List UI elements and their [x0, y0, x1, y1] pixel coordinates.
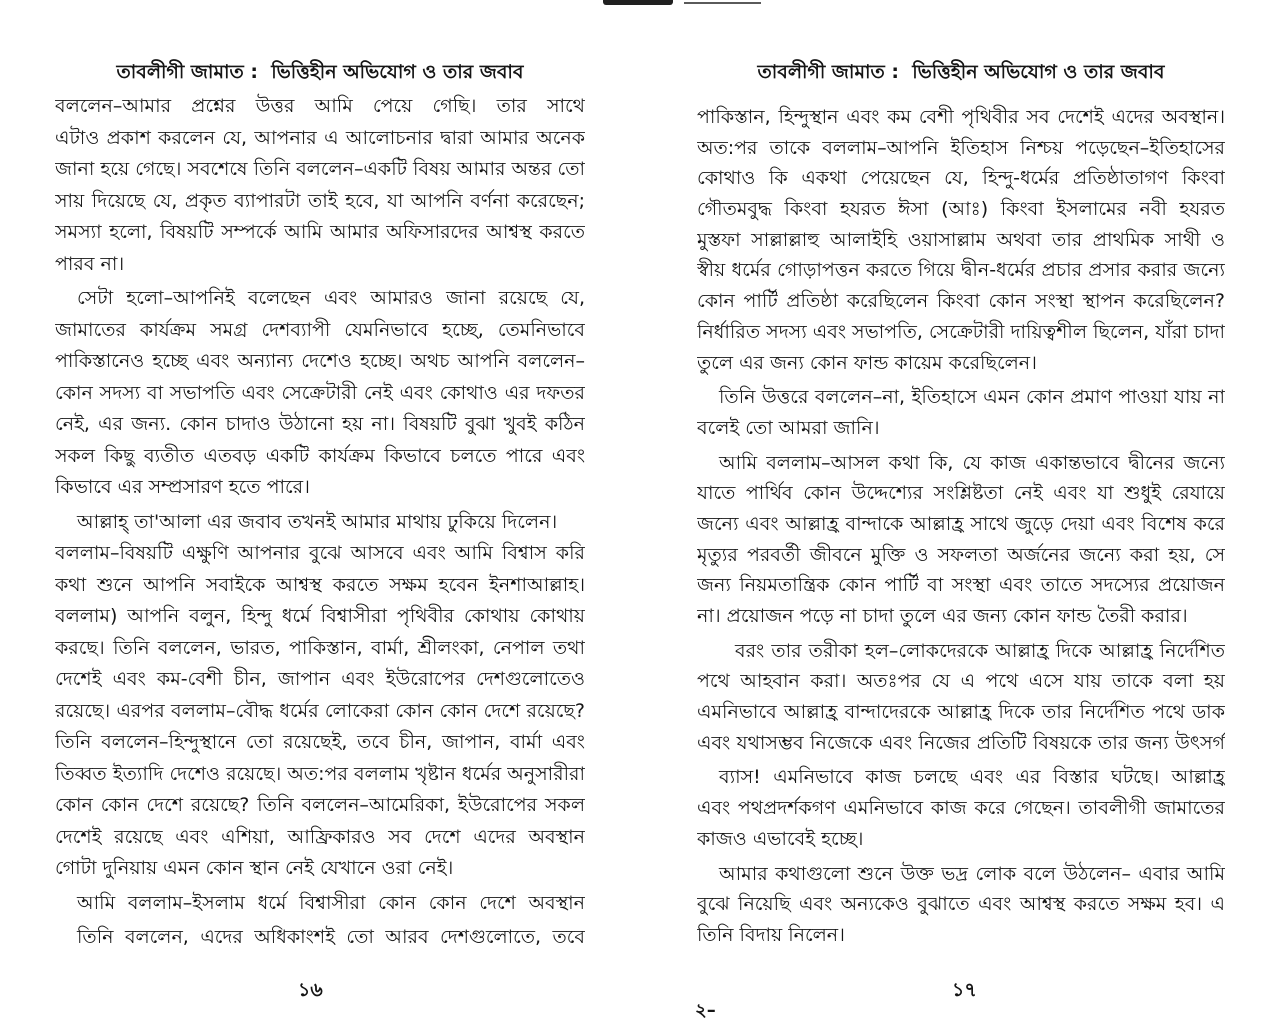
- left-page: [55, 0, 585, 1025]
- paragraph: [55, 507, 585, 885]
- right-page: [697, 0, 1225, 1025]
- text-line: অত:পর তাকে বললাম–আপনি ইতিহাস নিশ্চয় পড়েছেন–ইতিহাসের: [697, 136, 1225, 159]
- text-line: বরং তার তরীকা হল–লোকদেরকে আল্লাহ্র দিকে আল্লাহ্র নির্দেশিত: [735, 639, 1225, 662]
- text-line: ব্যাস! এমনিভাবে কাজ চলছে এবং এর বিস্তার ঘটছে। আল্লাহ্র: [719, 766, 1225, 789]
- text-line: বললাম) আপনি বলুন, হিন্দু ধর্মে বিশ্বাসীরা পৃথিবীর কোথায় কোথায়: [55, 605, 585, 627]
- text-line: পাকিস্তানেও হচ্ছে এবং অন্যান্য দেশেও হচ্ছে। অথচ আপনি বললেন–: [55, 350, 585, 372]
- text-line: গোটা দুনিয়ায় এমন কোন স্থান নেই যেখানে ওরা নেই।: [55, 857, 454, 879]
- text-line: বুঝে নিয়েছি এবং অন্যকেও বুঝাতে এবং আশ্বস্থ করতে সক্ষম হব। এ: [697, 893, 1225, 916]
- text-line: সকল কিছু ব্যতীত এতবড় একটি কার্যক্রম কিভাবে চলতে পারে এবং: [55, 444, 585, 467]
- text-line: নির্ধারিত সদস্য এবং সভাপতি, সেক্রেটারী দায়িত্বশীল ছিলেন, যাঁরা চাদা: [697, 320, 1225, 343]
- page-number: ১৬: [298, 979, 323, 1001]
- text-line: সায় দিয়েছে যে, প্রকৃত ব্যাপারটা তাই হবে, যা আপনি বর্ণনা করেছেন;: [55, 189, 585, 212]
- text-line: বললাম–বিষয়টি এক্ষুণি আপনার বুঝে আসবে এবং আমি বিশ্বাস করি: [55, 542, 585, 564]
- scan-artifact-bar: [603, 0, 673, 5]
- text-line: কাজও এভাবেই হচ্ছে।: [697, 827, 864, 850]
- paragraph: [697, 636, 1225, 759]
- text-line: দেশেই এবং কম-বেশী চীন, জাপান এবং ইউরোপের দেশগুলোতেও: [55, 668, 585, 690]
- paragraph: [55, 283, 585, 504]
- text-line: পথে আহবান করা। অতঃপর যে এ পথে এসে যায় তাকে বলা হয়: [697, 670, 1225, 693]
- text-line: না। প্রয়োজন পড়ে না চাদা তুলে এর জন্য কোন ফান্ড তৈরী করার।: [697, 605, 1188, 627]
- text-line: জানা হয়ে গেছে। সবশেষে তিনি বললেন–একটি বিষয় আমার অন্তর তো: [55, 158, 585, 180]
- paragraph: [697, 859, 1225, 951]
- text-line: কোন কোন দেশে রয়েছে? তিনি বললেন–আমেরিকা, ইউরোপের সকল: [55, 794, 585, 816]
- paragraph: [55, 91, 585, 280]
- text-line: সেটা হলো–আপনিই বলেছেন এবং আমারও জানা রয়েছে যে,: [77, 287, 585, 309]
- text-line: তিনি বললেন–হিন্দুস্থানে তো রয়েছেই, তবে চীন, জাপান, বার্মা এবং: [55, 731, 585, 753]
- running-head: তাবলীগী জামাত : ভিত্তিহীন অভিযোগ ও তার জবাব: [116, 61, 524, 83]
- text-line: এমনিভাবে আল্লাহ্র বান্দাদেরকে আল্লাহ্র দিকে তার নির্দেশিত পথে ডাক: [697, 701, 1225, 724]
- text-line: পাকিস্তান, হিন্দুস্থান এবং কম বেশী পৃথিবীর সব দেশেই এদের অবস্থান।: [697, 106, 1225, 128]
- text-line: জামাতের কার্যক্রম সমগ্র দেশব্যাপী যেমনিভাবে হচ্ছে, তেমনিভাবে: [55, 318, 585, 341]
- text-line: আল্লাহ্ তা'আলা এর জবাব তখনই আমার মাথায় ঢুকিয়ে দিলেন।: [77, 510, 558, 533]
- page-body: [55, 91, 585, 954]
- text-line: জন্য নিয়মতান্ত্রিক কোন পার্টি বা সংস্থা এবং তাতে সদস্যের প্রয়োজন: [697, 574, 1225, 597]
- text-line: দেশেই রয়েছে এবং এশিয়া, আফ্রিকারও সব দেশে এদের অবস্থান: [55, 825, 585, 848]
- text-line: এবং যথাসম্ভব নিজেকে এবং নিজের প্রতিটি বিষয়কে তার জন্য উৎসর্গ: [697, 731, 1225, 754]
- page-number: ১৭: [952, 979, 977, 1001]
- text-line: জন্যে এবং আল্লাহ্র বান্দাকে আল্লাহ্র সাথে জুড়ে দেয়া এবং বিশেষ করে: [697, 512, 1225, 535]
- text-line: যাতে পার্থিব কোন উদ্দেশ্যের সংশ্লিষ্টতা নেই এবং যা শুধুই রেযায়ে: [697, 482, 1225, 505]
- text-line: এটাও প্রকাশ করলেন যে, আপনার এ আলোচনার দ্বারা আমার অনেক: [55, 126, 585, 149]
- page-body: [697, 102, 1225, 951]
- text-line: মুস্তফা সাল্লাল্লাহু আলাইহি ওয়াসাল্লাম অথবা তার প্রাথমিক সাথী ও: [697, 228, 1225, 251]
- text-line: কোন পার্টি প্রতিষ্ঠা করেছিলেন কিংবা কোন সংস্থা স্থাপন করেছিলেন?: [697, 290, 1225, 313]
- text-line: কিভাবে এর সম্প্রসারণ হতে পারে।: [55, 476, 310, 498]
- text-line: বলেই তো আমরা জানি।: [697, 416, 880, 439]
- text-line: আমি বললাম–ইসলাম ধর্মে বিশ্বাসীরা কোন কোন দেশে অবস্থান: [77, 891, 585, 914]
- text-line: স্বীয় ধর্মের গোড়াপত্তন করতে গিয়ে দ্বীন-ধর্মের প্রচার প্রসার করার জন্যে: [697, 259, 1225, 282]
- text-line: সমস্যা হলো, বিষয়টি সম্পর্কে আমি আমার অফিসারদের আশ্বস্থ করতে: [55, 221, 585, 243]
- text-line: আমি বললাম–আসল কথা কি, যে কাজ একান্তভাবে দ্বীনের জন্যে: [719, 451, 1225, 474]
- text-line: গৌতমবুদ্ধ কিংবা হযরত ঈসা (আঃ) কিংবা ইসলামের নবী হযরত: [697, 198, 1225, 221]
- text-line: তুলে এর জন্য কোন ফান্ড কায়েম করেছিলেন।: [697, 351, 1037, 374]
- running-head: তাবলীগী জামাত : ভিত্তিহীন অভিযোগ ও তার জবাব: [757, 61, 1165, 83]
- text-line: কথা শুনে আপনি সবাইকে আশ্বস্থ করতে সক্ষম হবেন ইনশাআল্লাহ।: [55, 573, 585, 596]
- text-line: তিনি বিদায় নিলেন।: [697, 923, 845, 946]
- text-line: পারব না।: [55, 252, 125, 275]
- paragraph: [55, 922, 585, 954]
- paragraph: [697, 382, 1225, 443]
- signature-mark: ২–: [695, 1000, 716, 1021]
- text-line: আমার কথাগুলো শুনে উক্ত ভদ্র লোক বলে উঠলেন– এবার আমি: [719, 862, 1225, 885]
- text-line: তিনি উত্তরে বললেন–না, ইতিহাসে এমন কোন প্রমাণ পাওয়া যায় না: [719, 386, 1225, 409]
- text-line: কোথাও কি একথা পেয়েছেন যে, হিন্দু-ধর্মের প্রতিষ্ঠাতাগণ কিংবা: [697, 167, 1225, 190]
- text-line: তিনি বললেন, এদের অধিকাংশই তো আরব দেশগুলোতে, তবে: [77, 926, 585, 948]
- text-line: করছে। তিনি বললেন, ভারত, পাকিস্তান, বার্মা, শ্রীলংকা, নেপাল তথা: [55, 636, 585, 659]
- paragraph: [697, 762, 1225, 854]
- text-line: নেই, এর জন্য. কোন চাদাও উঠানো হয় না। বিষয়টি বুঝা খুবই কঠিন: [55, 413, 585, 435]
- text-line: তিব্বত ইত্যাদি দেশেও রয়েছে। অত:পর বললাম খৃষ্টান ধর্মের অনুসারীরা: [55, 762, 585, 785]
- paragraph: [55, 888, 585, 920]
- text-line: এবং পথপ্রদর্শকগণ এমনিভাবে কাজ করে গেছেন। তাবলীগী জামাতের: [697, 797, 1225, 820]
- text-line: কোন সদস্য বা সভাপতি এবং সেক্রেটারী নেই এবং কোথাও এর দফতর: [55, 381, 585, 404]
- text-line: বললেন–আমার প্রশ্নের উত্তর আমি পেয়ে গেছি। তার সাথে: [55, 95, 585, 117]
- paragraph: [697, 102, 1225, 378]
- text-line: রয়েছে। এরপর বললাম–বৌদ্ধ ধর্মের লোকেরা কোন কোন দেশে রয়েছে?: [55, 699, 585, 722]
- text-line: মৃত্যুর পরবর্তী জীবনে মুক্তি ও সফলতা অর্জনের জন্যে করা হয়, সে: [697, 543, 1225, 566]
- paragraph: [697, 448, 1225, 632]
